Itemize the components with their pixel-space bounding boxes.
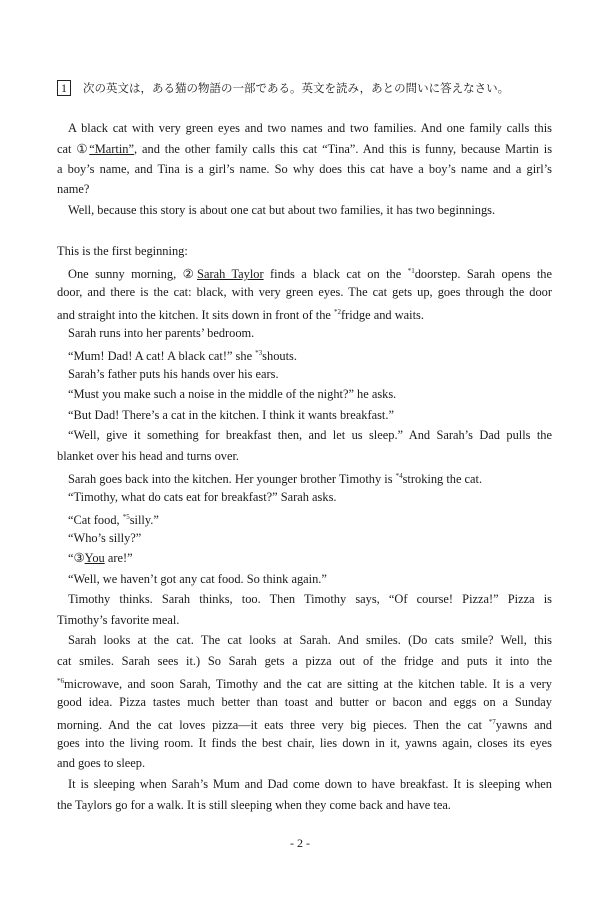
footnote-ref: *3 xyxy=(255,349,263,357)
passage-line: “But Dad! There’s a cat in the kitchen. I think it wants breakfast.” xyxy=(68,408,394,422)
footnote-ref: *1 xyxy=(407,267,415,275)
passage-line: blanket over his head and turns over. xyxy=(57,449,240,463)
underline-marker-3: ③ xyxy=(73,551,85,565)
underline-marker-2: ② xyxy=(182,267,198,281)
footnote-ref: *4 xyxy=(395,472,403,480)
passage-line: “Well, give it something for breakfast then, and let us sleep.” And Sarah’s Dad pulls the xyxy=(68,428,552,442)
passage-line: “③You are!” xyxy=(68,551,133,565)
passage-line: “Mum! Dad! A cat! A black cat!” she $^{*3}$shouts. xyxy=(68,349,297,363)
passage-line: a boy’s name, and Tina is a girl’s name. So why does this cat have a boy’s name and a girl’s xyxy=(57,162,552,176)
passage-line: Well, because this story is about one cat but about two families, it has two beginnings. xyxy=(68,203,496,217)
underlined-phrase-1: “Martin” xyxy=(89,142,134,156)
question-instruction: 次の英文は，ある猫の物語の一部である。英文を読み，あとの問いに答えなさい。 xyxy=(83,81,510,95)
passage-line: “Must you make such a noise in the middle of the night?” he asks. xyxy=(68,387,397,401)
footnote-ref: *6 xyxy=(57,677,64,685)
passage-line: One sunny morning, ②Sarah Taylor finds a black cat on the $^{*1}$doorstep. Sarah opens the xyxy=(68,267,552,281)
question-header xyxy=(57,79,509,97)
footnote-ref: *2 xyxy=(334,308,342,316)
page-number: - 2 - xyxy=(290,836,310,850)
passage-line: cat smiles. Sarah sees it.) So Sarah gets a pizza out of the fridge and puts it into the xyxy=(57,654,552,668)
passage-line: cat ①“Martin”, and the other family calls this cat “Tina”. And this is funny, because Martin is xyxy=(57,142,553,156)
passage-line: It is sleeping when Sarah’s Mum and Dad come down to have breakfast. It is sleeping when xyxy=(68,777,552,791)
passage-line: and goes to sleep. xyxy=(57,756,146,770)
passage-line: Timothy’s favorite meal. xyxy=(57,613,180,627)
underlined-phrase-3: You xyxy=(84,551,105,565)
passage-line: Sarah looks at the cat. The cat looks at Sarah. And smiles. (Do cats smile? Well, this xyxy=(68,633,552,647)
passage-line: good idea. Pizza tastes much better than toast and butter or bacon and eggs on a Sunday xyxy=(57,695,552,709)
passage-line: the Taylors go for a walk. It is still sleeping when they come back and have tea. xyxy=(57,798,451,812)
passage-line: name? xyxy=(57,182,90,196)
passage-line: Sarah goes back into the kitchen. Her younger brother Timothy is $^{*4}$stroking the cat. xyxy=(68,472,483,486)
passage-line: “Cat food, $^{*5}$silly.” xyxy=(68,513,159,527)
passage-line: morning. And the cat loves pizza—it eats three very big pieces. Then the cat $^{*7}$yawns and xyxy=(57,718,553,732)
question-number-box: 1 xyxy=(57,80,71,96)
passage-line: $^{*6}$microwave, and soon Sarah, Timothy and the cat are sitting at the kitchen table. It is a very xyxy=(57,677,552,691)
footnote-ref: *5 xyxy=(122,513,130,521)
passage-line: “Well, we haven’t got any cat food. So think again.” xyxy=(68,572,327,586)
passage-line: door, and there is the cat: black, with very green eyes. The cat gets up, goes through the door xyxy=(57,285,552,299)
underline-marker-1: ① xyxy=(76,142,90,156)
passage-line: and straight into the kitchen. It sits down in front of the $^{*2}$fridge and waits. xyxy=(57,308,424,322)
passage-line: “Timothy, what do cats eat for breakfast?” Sarah asks. xyxy=(68,490,337,504)
footnote-ref: *7 xyxy=(488,718,496,726)
passage-line: A black cat with very green eyes and two names and two families. And one family calls this xyxy=(68,121,552,135)
passage-line: Sarah’s father puts his hands over his ears. xyxy=(68,367,279,381)
section-label: This is the first beginning: xyxy=(57,244,188,258)
passage-line: goes into the living room. It finds the best chair, lies down in it, yawns again, closes its eyes xyxy=(57,736,552,750)
passage-line: “Who’s silly?” xyxy=(68,531,142,545)
passage-line: Timothy thinks. Sarah thinks, too. Then Timothy says, “Of course! Pizza!” Pizza is xyxy=(68,592,552,606)
underlined-phrase-2: Sarah Taylor xyxy=(197,267,264,281)
passage-line: Sarah runs into her parents’ bedroom. xyxy=(68,326,255,340)
